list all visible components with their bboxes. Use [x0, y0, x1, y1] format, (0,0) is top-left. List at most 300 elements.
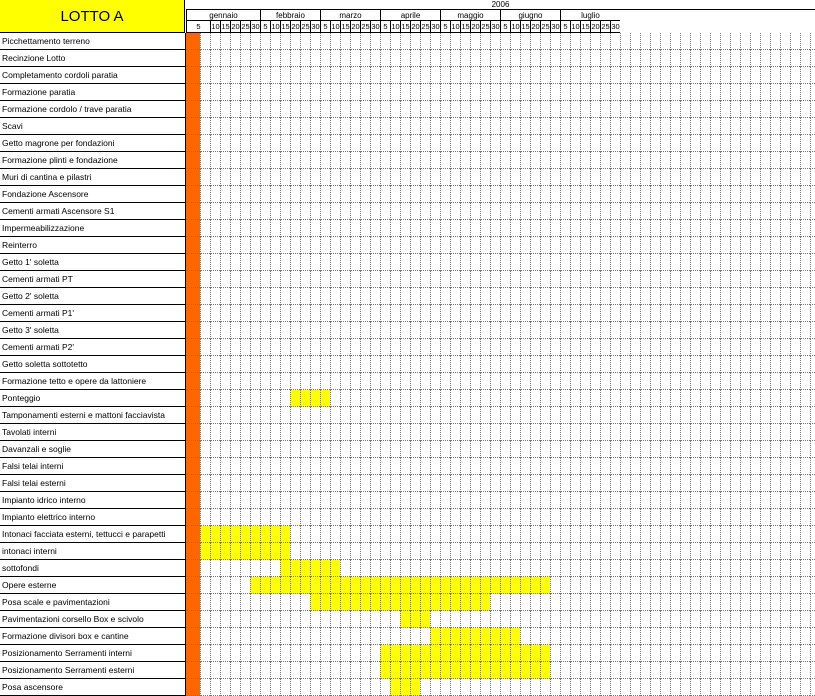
grid-cell[interactable]	[440, 135, 450, 152]
grid-cell[interactable]	[410, 271, 420, 288]
grid-cell[interactable]	[380, 118, 390, 135]
grid-cell[interactable]	[220, 271, 230, 288]
grid-cell[interactable]	[810, 645, 815, 662]
grid-cell[interactable]	[470, 475, 480, 492]
grid-cell[interactable]	[610, 203, 620, 220]
grid-cell[interactable]	[540, 407, 550, 424]
schedule-bar-cell[interactable]	[250, 543, 260, 560]
start-marker-cell[interactable]	[186, 594, 200, 611]
grid-cell[interactable]	[680, 560, 690, 577]
schedule-bar-cell[interactable]	[270, 526, 280, 543]
grid-cell[interactable]	[350, 50, 360, 67]
grid-cell[interactable]	[540, 67, 550, 84]
task-label[interactable]: Fondazione Ascensore	[0, 186, 186, 203]
grid-cell[interactable]	[670, 407, 680, 424]
grid-cell[interactable]	[360, 186, 370, 203]
start-marker-cell[interactable]	[186, 679, 200, 696]
start-marker-cell[interactable]	[186, 628, 200, 645]
grid-cell[interactable]	[760, 220, 770, 237]
grid-cell[interactable]	[490, 254, 500, 271]
grid-cell[interactable]	[650, 611, 660, 628]
grid-cell[interactable]	[330, 305, 340, 322]
grid-cell[interactable]	[800, 118, 810, 135]
grid-cell[interactable]	[690, 271, 700, 288]
grid-cell[interactable]	[680, 390, 690, 407]
grid-cell[interactable]	[650, 526, 660, 543]
schedule-bar-cell[interactable]	[460, 662, 470, 679]
grid-cell[interactable]	[590, 237, 600, 254]
grid-cell[interactable]	[580, 492, 590, 509]
grid-cell[interactable]	[790, 101, 800, 118]
grid-cell[interactable]	[290, 33, 300, 50]
grid-cell[interactable]	[200, 254, 210, 271]
grid-cell[interactable]	[640, 84, 650, 101]
grid-cell[interactable]	[730, 526, 740, 543]
grid-cell[interactable]	[210, 611, 220, 628]
grid-cell[interactable]	[790, 475, 800, 492]
grid-cell[interactable]	[760, 407, 770, 424]
grid-cell[interactable]	[580, 390, 590, 407]
grid-cell[interactable]	[330, 475, 340, 492]
day-header[interactable]: 15	[521, 22, 530, 31]
grid-cell[interactable]	[320, 186, 330, 203]
grid-cell[interactable]	[800, 101, 810, 118]
grid-cell[interactable]	[640, 237, 650, 254]
grid-cell[interactable]	[800, 339, 810, 356]
grid-cell[interactable]	[490, 509, 500, 526]
grid-cell[interactable]	[550, 67, 560, 84]
grid-cell[interactable]	[680, 220, 690, 237]
grid-cell[interactable]	[300, 84, 310, 101]
grid-cell[interactable]	[350, 84, 360, 101]
grid-cell[interactable]	[370, 424, 380, 441]
grid-cell[interactable]	[380, 220, 390, 237]
grid-cell[interactable]	[250, 509, 260, 526]
grid-cell[interactable]	[340, 186, 350, 203]
grid-cell[interactable]	[710, 577, 720, 594]
grid-cell[interactable]	[720, 152, 730, 169]
grid-cell[interactable]	[670, 271, 680, 288]
grid-cell[interactable]	[740, 118, 750, 135]
grid-cell[interactable]	[200, 84, 210, 101]
grid-cell[interactable]	[280, 67, 290, 84]
grid-cell[interactable]	[280, 373, 290, 390]
grid-cell[interactable]	[370, 50, 380, 67]
grid-cell[interactable]	[660, 169, 670, 186]
grid-cell[interactable]	[630, 543, 640, 560]
grid-cell[interactable]	[730, 679, 740, 696]
month-header[interactable]: marzo	[320, 10, 380, 21]
grid-cell[interactable]	[320, 662, 330, 679]
grid-cell[interactable]	[320, 203, 330, 220]
grid-cell[interactable]	[790, 407, 800, 424]
grid-cell[interactable]	[420, 526, 430, 543]
grid-cell[interactable]	[420, 322, 430, 339]
grid-cell[interactable]	[510, 288, 520, 305]
grid-cell[interactable]	[690, 33, 700, 50]
grid-cell[interactable]	[620, 611, 630, 628]
grid-cell[interactable]	[300, 50, 310, 67]
grid-cell[interactable]	[810, 254, 815, 271]
grid-cell[interactable]	[630, 152, 640, 169]
grid-cell[interactable]	[260, 288, 270, 305]
grid-cell[interactable]	[300, 424, 310, 441]
grid-cell[interactable]	[270, 611, 280, 628]
start-marker-cell[interactable]	[186, 441, 200, 458]
grid-cell[interactable]	[370, 254, 380, 271]
grid-cell[interactable]	[550, 509, 560, 526]
grid-cell[interactable]	[560, 407, 570, 424]
grid-cell[interactable]	[240, 84, 250, 101]
grid-cell[interactable]	[540, 526, 550, 543]
schedule-bar-cell[interactable]	[280, 560, 290, 577]
grid-cell[interactable]	[280, 492, 290, 509]
grid-cell[interactable]	[700, 458, 710, 475]
grid-cell[interactable]	[650, 322, 660, 339]
grid-cell[interactable]	[380, 254, 390, 271]
grid-cell[interactable]	[630, 356, 640, 373]
grid-cell[interactable]	[590, 509, 600, 526]
grid-cell[interactable]	[770, 186, 780, 203]
grid-cell[interactable]	[530, 356, 540, 373]
grid-cell[interactable]	[600, 407, 610, 424]
grid-cell[interactable]	[240, 679, 250, 696]
grid-cell[interactable]	[460, 288, 470, 305]
grid-cell[interactable]	[690, 628, 700, 645]
grid-cell[interactable]	[730, 67, 740, 84]
grid-cell[interactable]	[460, 186, 470, 203]
grid-cell[interactable]	[210, 407, 220, 424]
grid-cell[interactable]	[760, 339, 770, 356]
task-label[interactable]: Ponteggio	[0, 390, 186, 407]
grid-cell[interactable]	[620, 237, 630, 254]
grid-cell[interactable]	[660, 203, 670, 220]
grid-cell[interactable]	[780, 373, 790, 390]
grid-cell[interactable]	[360, 271, 370, 288]
grid-cell[interactable]	[560, 169, 570, 186]
grid-cell[interactable]	[290, 169, 300, 186]
grid-cell[interactable]	[560, 33, 570, 50]
schedule-bar-cell[interactable]	[390, 577, 400, 594]
grid-cell[interactable]	[250, 271, 260, 288]
grid-cell[interactable]	[260, 186, 270, 203]
grid-cell[interactable]	[200, 169, 210, 186]
task-label[interactable]: Impianto idrico interno	[0, 492, 186, 509]
grid-cell[interactable]	[490, 611, 500, 628]
schedule-bar-cell[interactable]	[480, 628, 490, 645]
grid-cell[interactable]	[810, 118, 815, 135]
grid-cell[interactable]	[670, 475, 680, 492]
grid-cell[interactable]	[470, 152, 480, 169]
start-marker-cell[interactable]	[186, 237, 200, 254]
grid-cell[interactable]	[710, 67, 720, 84]
grid-cell[interactable]	[600, 628, 610, 645]
grid-cell[interactable]	[350, 390, 360, 407]
grid-cell[interactable]	[690, 118, 700, 135]
grid-cell[interactable]	[410, 220, 420, 237]
grid-cell[interactable]	[610, 543, 620, 560]
grid-cell[interactable]	[660, 611, 670, 628]
grid-cell[interactable]	[630, 135, 640, 152]
grid-cell[interactable]	[580, 186, 590, 203]
grid-cell[interactable]	[200, 390, 210, 407]
grid-cell[interactable]	[640, 407, 650, 424]
grid-cell[interactable]	[680, 424, 690, 441]
grid-cell[interactable]	[530, 509, 540, 526]
grid-cell[interactable]	[370, 288, 380, 305]
grid-cell[interactable]	[740, 509, 750, 526]
grid-cell[interactable]	[810, 424, 815, 441]
grid-cell[interactable]	[550, 560, 560, 577]
grid-cell[interactable]	[780, 611, 790, 628]
grid-cell[interactable]	[600, 679, 610, 696]
grid-cell[interactable]	[330, 203, 340, 220]
grid-cell[interactable]	[310, 407, 320, 424]
grid-cell[interactable]	[430, 458, 440, 475]
grid-cell[interactable]	[700, 322, 710, 339]
grid-cell[interactable]	[780, 560, 790, 577]
grid-cell[interactable]	[580, 611, 590, 628]
grid-cell[interactable]	[630, 424, 640, 441]
grid-cell[interactable]	[500, 169, 510, 186]
grid-cell[interactable]	[600, 662, 610, 679]
grid-cell[interactable]	[400, 101, 410, 118]
task-label[interactable]: Reinterro	[0, 237, 186, 254]
grid-cell[interactable]	[350, 203, 360, 220]
grid-cell[interactable]	[620, 543, 630, 560]
grid-cell[interactable]	[440, 237, 450, 254]
grid-cell[interactable]	[480, 203, 490, 220]
grid-cell[interactable]	[690, 594, 700, 611]
grid-cell[interactable]	[480, 84, 490, 101]
grid-cell[interactable]	[790, 220, 800, 237]
grid-cell[interactable]	[360, 322, 370, 339]
grid-cell[interactable]	[670, 339, 680, 356]
grid-cell[interactable]	[390, 118, 400, 135]
day-header[interactable]: 15	[341, 22, 350, 31]
grid-cell[interactable]	[500, 186, 510, 203]
grid-cell[interactable]	[750, 407, 760, 424]
grid-cell[interactable]	[470, 169, 480, 186]
grid-cell[interactable]	[400, 50, 410, 67]
grid-cell[interactable]	[540, 543, 550, 560]
grid-cell[interactable]	[300, 135, 310, 152]
grid-cell[interactable]	[750, 509, 760, 526]
grid-cell[interactable]	[210, 271, 220, 288]
grid-cell[interactable]	[780, 186, 790, 203]
grid-cell[interactable]	[220, 407, 230, 424]
grid-cell[interactable]	[340, 373, 350, 390]
grid-cell[interactable]	[680, 186, 690, 203]
start-marker-cell[interactable]	[186, 356, 200, 373]
grid-cell[interactable]	[490, 67, 500, 84]
grid-cell[interactable]	[280, 594, 290, 611]
grid-cell[interactable]	[200, 152, 210, 169]
grid-cell[interactable]	[320, 407, 330, 424]
grid-cell[interactable]	[530, 33, 540, 50]
grid-cell[interactable]	[510, 118, 520, 135]
grid-cell[interactable]	[610, 628, 620, 645]
grid-cell[interactable]	[330, 101, 340, 118]
grid-cell[interactable]	[540, 305, 550, 322]
grid-cell[interactable]	[560, 84, 570, 101]
grid-cell[interactable]	[340, 50, 350, 67]
grid-cell[interactable]	[600, 560, 610, 577]
grid-cell[interactable]	[270, 407, 280, 424]
grid-cell[interactable]	[320, 271, 330, 288]
grid-cell[interactable]	[490, 679, 500, 696]
grid-cell[interactable]	[310, 152, 320, 169]
grid-cell[interactable]	[460, 390, 470, 407]
grid-cell[interactable]	[700, 475, 710, 492]
grid-cell[interactable]	[810, 509, 815, 526]
grid-cell[interactable]	[580, 254, 590, 271]
grid-cell[interactable]	[700, 203, 710, 220]
grid-cell[interactable]	[570, 543, 580, 560]
grid-cell[interactable]	[570, 84, 580, 101]
grid-cell[interactable]	[770, 254, 780, 271]
grid-cell[interactable]	[700, 135, 710, 152]
task-label[interactable]: Cementi armati P2'	[0, 339, 186, 356]
grid-cell[interactable]	[550, 322, 560, 339]
grid-cell[interactable]	[550, 33, 560, 50]
grid-cell[interactable]	[360, 356, 370, 373]
grid-cell[interactable]	[700, 356, 710, 373]
grid-cell[interactable]	[810, 237, 815, 254]
grid-cell[interactable]	[540, 101, 550, 118]
grid-cell[interactable]	[280, 407, 290, 424]
grid-cell[interactable]	[390, 339, 400, 356]
grid-cell[interactable]	[200, 611, 210, 628]
grid-cell[interactable]	[630, 305, 640, 322]
grid-cell[interactable]	[610, 33, 620, 50]
schedule-bar-cell[interactable]	[290, 390, 300, 407]
grid-cell[interactable]	[300, 186, 310, 203]
grid-cell[interactable]	[430, 305, 440, 322]
grid-cell[interactable]	[520, 475, 530, 492]
grid-cell[interactable]	[430, 492, 440, 509]
grid-cell[interactable]	[640, 169, 650, 186]
grid-cell[interactable]	[750, 254, 760, 271]
grid-cell[interactable]	[300, 441, 310, 458]
grid-cell[interactable]	[200, 645, 210, 662]
grid-cell[interactable]	[280, 458, 290, 475]
grid-cell[interactable]	[800, 560, 810, 577]
grid-cell[interactable]	[770, 441, 780, 458]
grid-cell[interactable]	[540, 169, 550, 186]
grid-cell[interactable]	[320, 645, 330, 662]
grid-cell[interactable]	[530, 628, 540, 645]
grid-cell[interactable]	[240, 356, 250, 373]
grid-cell[interactable]	[580, 288, 590, 305]
grid-cell[interactable]	[520, 373, 530, 390]
month-header[interactable]: maggio	[440, 10, 500, 21]
grid-cell[interactable]	[520, 271, 530, 288]
grid-cell[interactable]	[650, 356, 660, 373]
grid-cell[interactable]	[610, 322, 620, 339]
grid-cell[interactable]	[800, 543, 810, 560]
schedule-bar-cell[interactable]	[330, 560, 340, 577]
grid-cell[interactable]	[500, 611, 510, 628]
grid-cell[interactable]	[620, 169, 630, 186]
grid-cell[interactable]	[220, 356, 230, 373]
grid-cell[interactable]	[600, 475, 610, 492]
grid-cell[interactable]	[680, 628, 690, 645]
grid-cell[interactable]	[590, 101, 600, 118]
grid-cell[interactable]	[630, 271, 640, 288]
grid-cell[interactable]	[720, 424, 730, 441]
grid-cell[interactable]	[290, 679, 300, 696]
grid-cell[interactable]	[750, 611, 760, 628]
grid-cell[interactable]	[710, 84, 720, 101]
grid-cell[interactable]	[800, 407, 810, 424]
day-header[interactable]: 20	[291, 22, 300, 31]
grid-cell[interactable]	[530, 492, 540, 509]
schedule-bar-cell[interactable]	[490, 645, 500, 662]
grid-cell[interactable]	[420, 271, 430, 288]
grid-cell[interactable]	[340, 322, 350, 339]
grid-cell[interactable]	[500, 339, 510, 356]
grid-cell[interactable]	[470, 526, 480, 543]
grid-cell[interactable]	[680, 169, 690, 186]
grid-cell[interactable]	[610, 407, 620, 424]
grid-cell[interactable]	[390, 628, 400, 645]
grid-cell[interactable]	[720, 645, 730, 662]
grid-cell[interactable]	[260, 679, 270, 696]
grid-cell[interactable]	[760, 611, 770, 628]
grid-cell[interactable]	[750, 33, 760, 50]
grid-cell[interactable]	[510, 84, 520, 101]
grid-cell[interactable]	[670, 135, 680, 152]
grid-cell[interactable]	[370, 492, 380, 509]
grid-cell[interactable]	[210, 441, 220, 458]
schedule-bar-cell[interactable]	[480, 594, 490, 611]
grid-cell[interactable]	[270, 169, 280, 186]
grid-cell[interactable]	[450, 50, 460, 67]
grid-cell[interactable]	[530, 118, 540, 135]
grid-cell[interactable]	[460, 322, 470, 339]
grid-cell[interactable]	[330, 611, 340, 628]
grid-cell[interactable]	[640, 475, 650, 492]
grid-cell[interactable]	[380, 186, 390, 203]
grid-cell[interactable]	[560, 67, 570, 84]
grid-cell[interactable]	[250, 356, 260, 373]
grid-cell[interactable]	[620, 152, 630, 169]
grid-cell[interactable]	[470, 50, 480, 67]
grid-cell[interactable]	[270, 339, 280, 356]
schedule-bar-cell[interactable]	[390, 679, 400, 696]
grid-cell[interactable]	[330, 662, 340, 679]
grid-cell[interactable]	[520, 305, 530, 322]
grid-cell[interactable]	[600, 424, 610, 441]
grid-cell[interactable]	[220, 237, 230, 254]
grid-cell[interactable]	[400, 322, 410, 339]
grid-cell[interactable]	[630, 594, 640, 611]
grid-cell[interactable]	[530, 237, 540, 254]
grid-cell[interactable]	[800, 577, 810, 594]
grid-cell[interactable]	[650, 220, 660, 237]
grid-cell[interactable]	[480, 220, 490, 237]
grid-cell[interactable]	[490, 390, 500, 407]
grid-cell[interactable]	[390, 424, 400, 441]
grid-cell[interactable]	[800, 254, 810, 271]
sheet-title[interactable]: LOTTO A	[0, 0, 185, 33]
grid-cell[interactable]	[300, 509, 310, 526]
grid-cell[interactable]	[670, 186, 680, 203]
grid-cell[interactable]	[410, 33, 420, 50]
grid-cell[interactable]	[440, 492, 450, 509]
grid-cell[interactable]	[380, 373, 390, 390]
